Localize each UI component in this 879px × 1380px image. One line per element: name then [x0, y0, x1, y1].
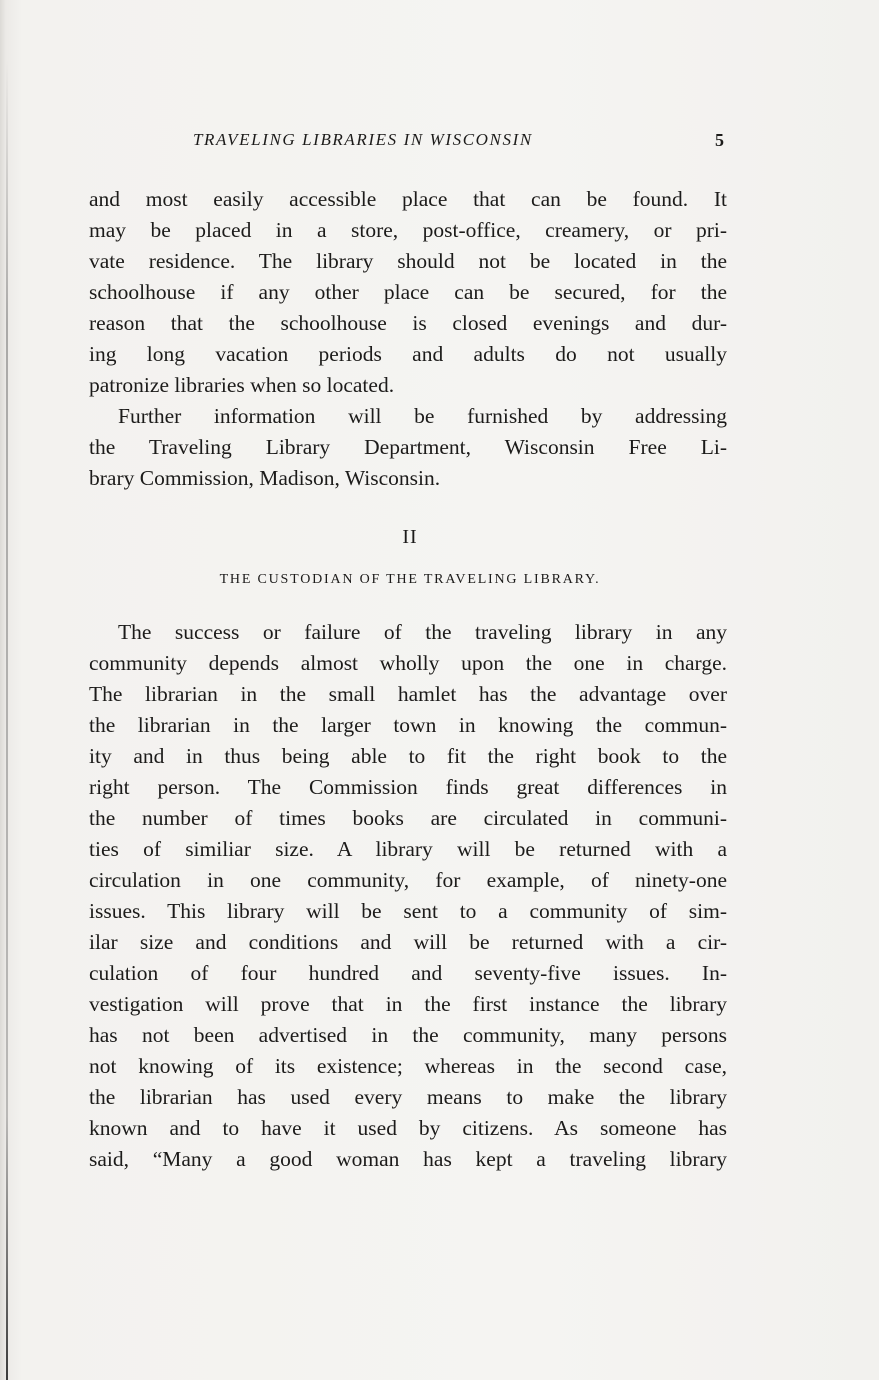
text-line: has not been advertised in the community, many persons — [89, 1023, 727, 1047]
text-line: known and to have it used by citizens. As someone has — [89, 1116, 727, 1140]
running-head — [90, 128, 726, 158]
text-line: Further information will be furnished by addressing — [118, 404, 727, 428]
running-title: TRAVELING LIBRARIES IN WISCONSIN — [193, 130, 533, 149]
text-line: not knowing of its existence; whereas in the second case, — [89, 1054, 727, 1078]
text-line: and most easily accessible place that can be found. It — [89, 187, 727, 211]
text-line: The librarian in the small hamlet has the advantage over — [89, 682, 727, 706]
text-line: reason that the schoolhouse is closed evenings and dur- — [89, 311, 727, 335]
text-line: vate residence. The library should not be located in the — [89, 249, 727, 273]
text-line: the Traveling Library Department, Wisconsin Free Li- — [89, 435, 727, 459]
text-line: may be placed in a store, post-office, creamery, or pri- — [89, 218, 727, 242]
section-heading: THE CUSTODIAN OF THE TRAVELING LIBRARY. — [219, 572, 601, 587]
text-line: community depends almost wholly upon the one in charge. — [89, 651, 727, 675]
text-line: circulation in one community, for example, of ninety-one — [89, 868, 727, 892]
text-line: right person. The Commission finds great differences in — [89, 775, 727, 799]
text-line: culation of four hundred and seventy-five issues. In- — [89, 961, 727, 985]
paragraph-custodian — [89, 617, 727, 1175]
text-line: the librarian in the larger town in knowing the commun- — [89, 713, 727, 737]
text-line: schoolhouse if any other place can be secured, for the — [89, 280, 727, 304]
text-line: brary Commission, Madison, Wisconsin. — [89, 466, 441, 490]
text-line: the librarian has used every means to make the library — [89, 1085, 727, 1109]
section-number: II — [402, 526, 418, 548]
text-line: patronize libraries when so located. — [89, 373, 395, 397]
page-spine-shadow — [6, 60, 8, 1380]
page-number: 5 — [715, 130, 724, 150]
text-line: ing long vacation periods and adults do not usually — [89, 342, 727, 366]
paragraph-further-information — [89, 401, 727, 494]
text-line: The success or failure of the traveling library in any — [118, 620, 727, 644]
text-line: ilar size and conditions and will be returned with a cir- — [89, 930, 727, 954]
text-line: the number of times books are circulated in communi- — [89, 806, 727, 830]
text-line: ties of similiar size. A library will be returned with a — [89, 837, 727, 861]
paragraph-access-location — [89, 184, 727, 401]
text-line: ity and in thus being able to fit the right book to the — [89, 744, 727, 768]
text-line: issues. This library will be sent to a community of sim- — [89, 899, 727, 923]
text-line: said, “Many a good woman has kept a traveling library — [89, 1147, 727, 1171]
text-line: vestigation will prove that in the first instance the library — [89, 992, 727, 1016]
